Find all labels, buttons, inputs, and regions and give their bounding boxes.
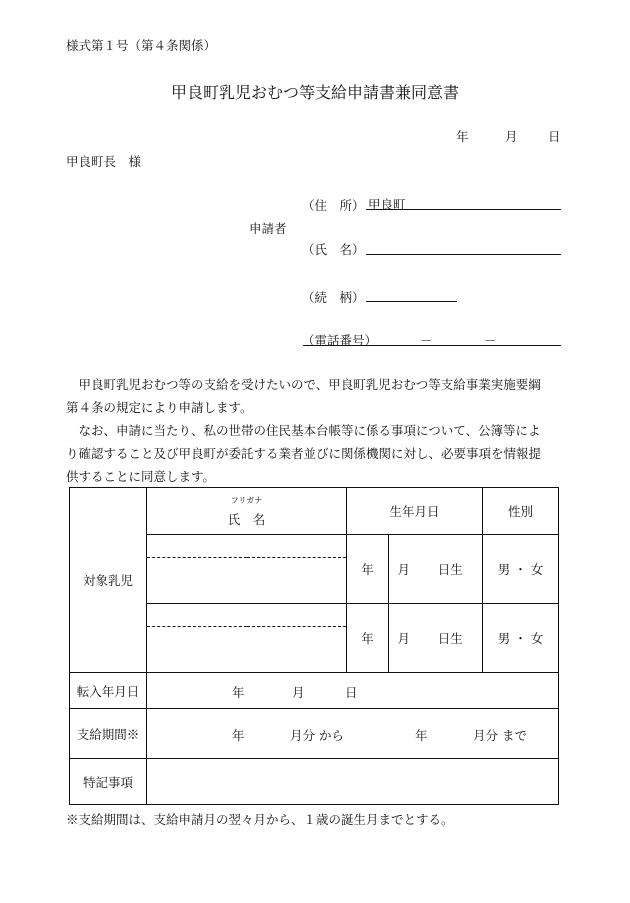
gender-header: 性別 bbox=[483, 488, 559, 535]
name-header: 氏 名 bbox=[227, 512, 266, 527]
applicant-label: 申請者 bbox=[249, 221, 287, 236]
infant-2-gender[interactable]: 男 ・ 女 bbox=[483, 604, 559, 673]
payment-period-field[interactable] bbox=[147, 709, 559, 759]
furigana-label: フリガナ bbox=[230, 496, 263, 505]
period-start-year: 年 bbox=[232, 728, 245, 743]
infant-1-name-field[interactable] bbox=[147, 558, 347, 604]
period-end-year: 年 bbox=[415, 728, 428, 743]
move-in-date-label: 転入年月日 bbox=[70, 673, 147, 709]
address-value[interactable]: 甲良町 bbox=[368, 197, 406, 212]
move-in-date-field[interactable] bbox=[147, 673, 559, 709]
phone-underline[interactable] bbox=[303, 345, 561, 346]
relation-underline[interactable] bbox=[366, 301, 457, 302]
form-number: 様式第１号（第４条関係） bbox=[66, 38, 217, 53]
address-label: （住 所） bbox=[302, 198, 365, 213]
infant-2-birth-day[interactable]: 日生 bbox=[419, 604, 483, 673]
name-label: （氏 名） bbox=[302, 242, 365, 257]
phone-dash-1: － bbox=[420, 333, 433, 348]
infant-2-furigana-field[interactable] bbox=[147, 604, 347, 627]
payment-period-label: 支給期間※ bbox=[70, 709, 147, 759]
infant-1-birth-year[interactable]: 年 bbox=[347, 535, 389, 604]
move-in-year: 年 bbox=[232, 685, 245, 700]
body-paragraph-2 bbox=[66, 419, 560, 488]
name-header-cell bbox=[147, 488, 347, 535]
move-in-month: 月 bbox=[292, 685, 305, 700]
address-underline bbox=[366, 209, 561, 210]
relation-label: （続 柄） bbox=[302, 290, 365, 305]
period-end-month: 月分 まで bbox=[473, 728, 527, 743]
name-underline[interactable] bbox=[366, 254, 561, 255]
infant-1-gender[interactable]: 男 ・ 女 bbox=[483, 535, 559, 604]
phone-dash-2: － bbox=[484, 333, 497, 348]
target-infant-label: 対象乳児 bbox=[70, 488, 147, 673]
date-month-label: 月 bbox=[505, 129, 518, 144]
infant-2-name-field[interactable] bbox=[147, 627, 347, 673]
infant-1-furigana-field[interactable] bbox=[147, 535, 347, 558]
date-day-label: 日 bbox=[548, 129, 561, 144]
application-table bbox=[69, 487, 559, 805]
infant-1-birth-month[interactable]: 月 bbox=[389, 535, 419, 604]
period-start-month: 月分 から bbox=[290, 728, 344, 743]
body-line: 第４条の規定により申請します。 bbox=[66, 400, 253, 415]
date-year-label: 年 bbox=[456, 129, 469, 144]
remarks-label: 特記事項 bbox=[70, 759, 147, 805]
page-title: 甲良町乳児おむつ等支給申請書兼同意書 bbox=[170, 83, 459, 102]
body-line: 供することに同意します。 bbox=[66, 469, 216, 484]
addressee: 甲良町長 様 bbox=[66, 154, 142, 169]
body-line: 甲良町乳児おむつ等の支給を受けたいので、甲良町乳児おむつ等支給事業実施要綱 bbox=[66, 377, 541, 392]
infant-1-birth-day[interactable]: 日生 bbox=[419, 535, 483, 604]
infant-2-birth-month[interactable]: 月 bbox=[389, 604, 419, 673]
body-line: り確認すること及び甲良町が委託する業者並びに関係機関に対し、必要事項を情報提 bbox=[66, 446, 542, 461]
move-in-day: 日 bbox=[345, 685, 358, 700]
body-line: なお、申請に当たり、私の世帯の住民基本台帳等に係る事項について、公簿等によ bbox=[66, 423, 541, 438]
footnote: ※支給期間は、支給申請月の翌々月から、１歳の誕生月までとする。 bbox=[66, 812, 454, 827]
remarks-field[interactable] bbox=[147, 759, 559, 805]
phone-label: （電話番号） bbox=[302, 333, 378, 348]
birth-date-header: 生年月日 bbox=[347, 488, 483, 535]
body-paragraph-1 bbox=[66, 373, 560, 419]
infant-2-birth-year[interactable]: 年 bbox=[347, 604, 389, 673]
